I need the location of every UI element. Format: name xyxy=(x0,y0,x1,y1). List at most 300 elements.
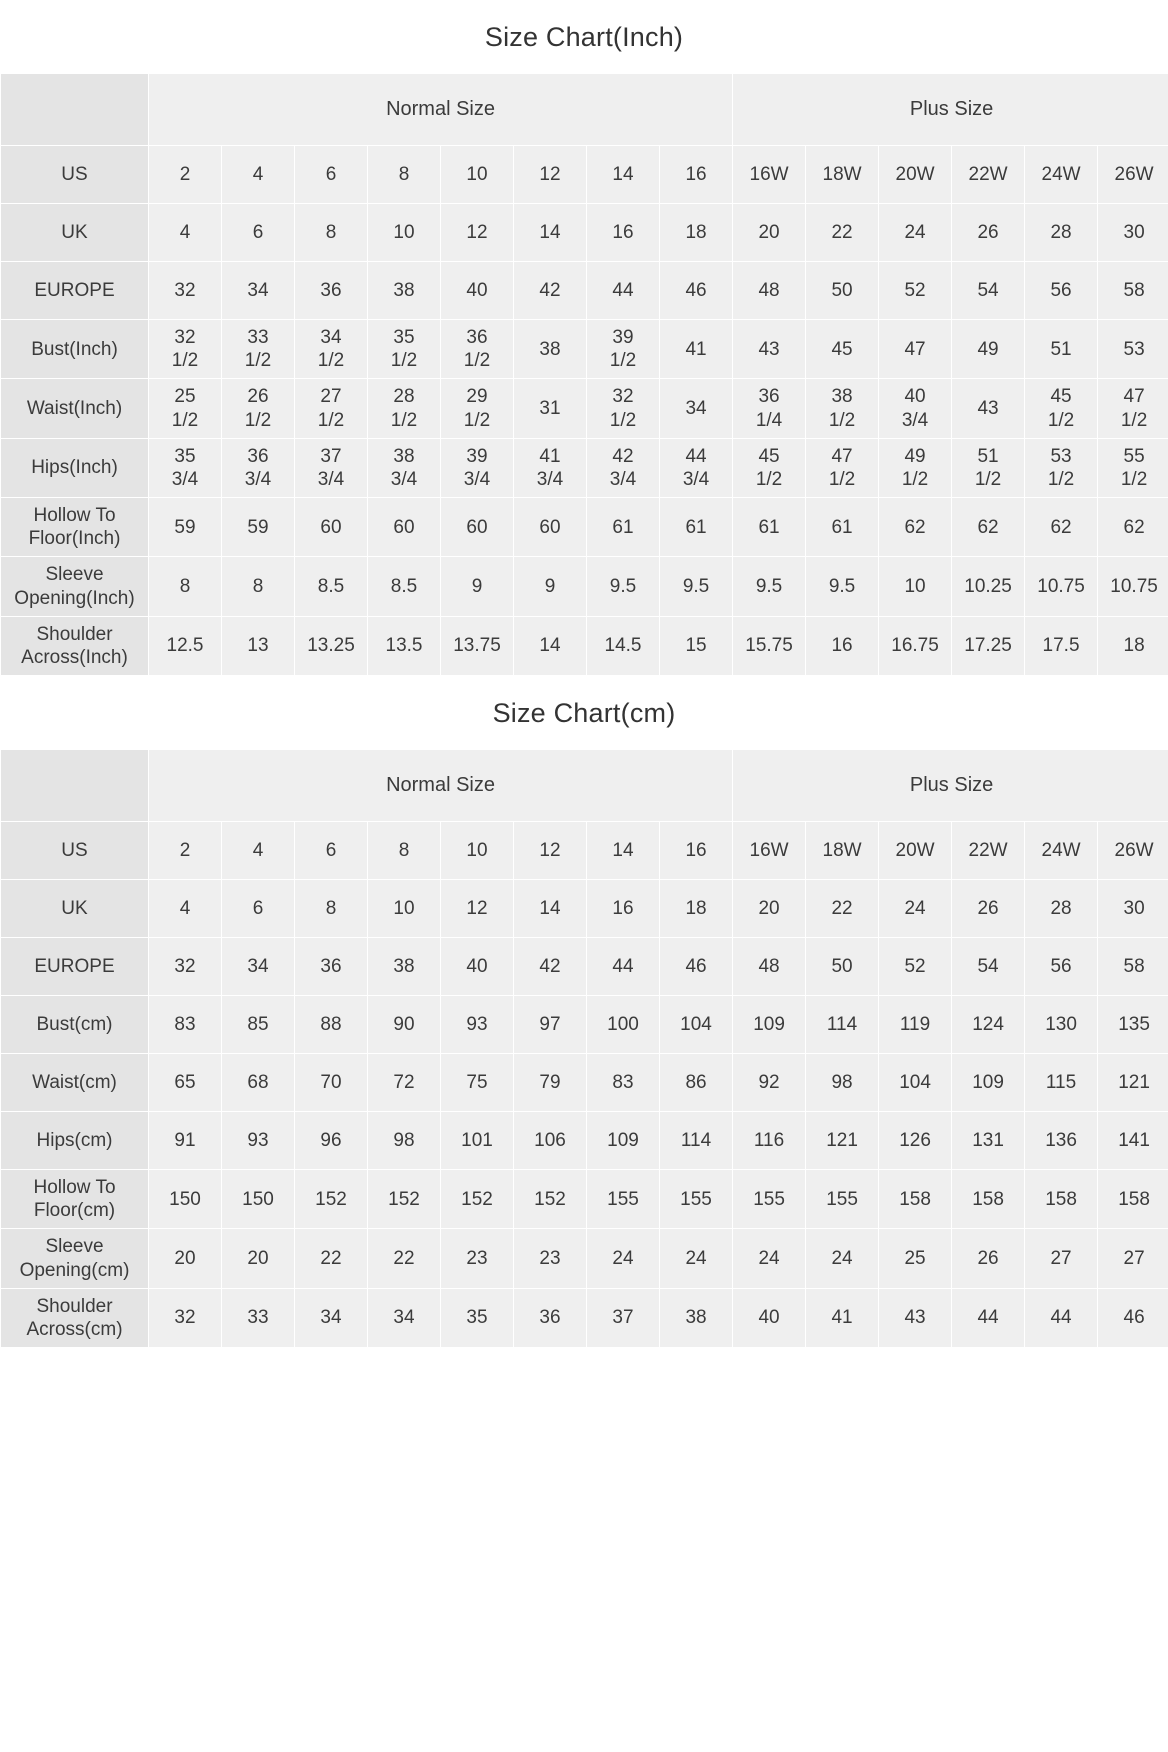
table-cell: 17.5 xyxy=(1025,616,1098,675)
table-cell: 13 xyxy=(222,616,295,675)
table-cell: 9.5 xyxy=(660,557,733,616)
table-cell: 88 xyxy=(295,996,368,1054)
table-cell: 130 xyxy=(1025,996,1098,1054)
table-row xyxy=(1,996,1168,1054)
table-cell: 20 xyxy=(733,204,806,262)
table-row xyxy=(1,822,1168,880)
table-cell: 8 xyxy=(368,822,441,880)
table-cell: 93 xyxy=(222,1112,295,1170)
table-cell: 16 xyxy=(660,822,733,880)
table-cell: 16 xyxy=(587,204,660,262)
table-cell: 60 xyxy=(295,498,368,557)
table-cell: 26W xyxy=(1098,822,1168,880)
table-row xyxy=(1,938,1168,996)
table-cell: 155 xyxy=(587,1170,660,1229)
table-cell: 65 xyxy=(149,1054,222,1112)
table-row xyxy=(1,379,1168,438)
table-cell: 40 xyxy=(733,1288,806,1347)
table-cell: 24 xyxy=(806,1229,879,1288)
table-cell: 45 xyxy=(806,320,879,379)
table-cell: 48 xyxy=(733,262,806,320)
table-cell: 25 xyxy=(879,1229,952,1288)
table-cell: 35 xyxy=(441,1288,514,1347)
chart-title: Size Chart(Inch) xyxy=(484,22,684,52)
table-cell: 96 xyxy=(295,1112,368,1170)
table-cell: 62 xyxy=(1098,498,1168,557)
table-cell: 26W xyxy=(1098,146,1168,204)
table-cell: 36 xyxy=(514,1288,587,1347)
table-cell: 13.25 xyxy=(295,616,368,675)
table-cell: 14.5 xyxy=(587,616,660,675)
table-cell: 27 xyxy=(1098,1229,1168,1288)
table-group-header: Normal Size xyxy=(149,750,733,822)
table-group-row xyxy=(1,74,1168,146)
table-cell: 50 xyxy=(806,938,879,996)
table-cell: 23 xyxy=(441,1229,514,1288)
table-cell: 58 xyxy=(1098,938,1168,996)
table-cell: 10 xyxy=(368,880,441,938)
table-cell: 14 xyxy=(587,822,660,880)
table-cell: 104 xyxy=(660,996,733,1054)
table-cell: 24 xyxy=(660,1229,733,1288)
table-cell: 28 xyxy=(1025,204,1098,262)
table-cell: 60 xyxy=(441,498,514,557)
table-cell: 46 xyxy=(1098,1288,1168,1347)
table-cell: 26 xyxy=(952,1229,1025,1288)
table-cell: 17.25 xyxy=(952,616,1025,675)
table-row-header: Waist(Inch) xyxy=(1,379,149,438)
table-cell: 12 xyxy=(514,146,587,204)
table-cell: 131 xyxy=(952,1112,1025,1170)
table-cell: 56 xyxy=(1025,262,1098,320)
table-cell: 23 xyxy=(514,1229,587,1288)
table-cell: 9 xyxy=(441,557,514,616)
table-cell: 49 xyxy=(952,320,1025,379)
table-cell: 114 xyxy=(660,1112,733,1170)
table-cell: 38 1/2 xyxy=(806,379,879,438)
table-cell: 24 xyxy=(733,1229,806,1288)
table-cell: 93 xyxy=(441,996,514,1054)
table-cell: 10 xyxy=(441,146,514,204)
table-cell: 18 xyxy=(660,880,733,938)
table-cell: 16 xyxy=(806,616,879,675)
table-cell: 115 xyxy=(1025,1054,1098,1112)
table-cell: 16 xyxy=(587,880,660,938)
table-cell: 53 xyxy=(1098,320,1168,379)
table-cell: 22 xyxy=(295,1229,368,1288)
table-cell: 8 xyxy=(295,204,368,262)
table-group-header: Plus Size xyxy=(733,74,1168,146)
table-cell: 61 xyxy=(806,498,879,557)
table-cell: 22 xyxy=(806,880,879,938)
table-cell: 6 xyxy=(222,880,295,938)
table-cell: 2 xyxy=(149,822,222,880)
table-cell: 36 xyxy=(295,262,368,320)
table-cell: 60 xyxy=(514,498,587,557)
table-cell: 55 1/2 xyxy=(1098,438,1168,497)
table-cell: 109 xyxy=(587,1112,660,1170)
table-cell: 35 1/2 xyxy=(368,320,441,379)
table-cell: 29 1/2 xyxy=(441,379,514,438)
table-cell: 15 xyxy=(660,616,733,675)
table-cell: 51 1/2 xyxy=(952,438,1025,497)
table-cell: 85 xyxy=(222,996,295,1054)
table-cell: 34 xyxy=(368,1288,441,1347)
table-cell: 58 xyxy=(1098,262,1168,320)
chart-title: Size Chart(cm) xyxy=(492,698,676,729)
table-cell: 38 xyxy=(368,938,441,996)
table-cell: 44 xyxy=(587,938,660,996)
table-cell: 34 xyxy=(295,1288,368,1347)
table-cell: 45 1/2 xyxy=(733,438,806,497)
table-cell: 48 xyxy=(733,938,806,996)
size-chart-table xyxy=(0,749,1168,1348)
table-row-header: UK xyxy=(1,204,149,262)
table-cell: 13.75 xyxy=(441,616,514,675)
table-cell: 155 xyxy=(733,1170,806,1229)
table-cell: 8.5 xyxy=(368,557,441,616)
table-cell: 14 xyxy=(514,616,587,675)
table-group-header: Normal Size xyxy=(149,74,733,146)
table-cell: 32 1/2 xyxy=(149,320,222,379)
table-row xyxy=(1,146,1168,204)
table-cell: 83 xyxy=(587,1054,660,1112)
table-cell: 158 xyxy=(1025,1170,1098,1229)
table-cell: 22W xyxy=(952,146,1025,204)
table-cell: 16W xyxy=(733,146,806,204)
table-cell: 10.75 xyxy=(1025,557,1098,616)
table-cell: 45 1/2 xyxy=(1025,379,1098,438)
table-cell: 37 3/4 xyxy=(295,438,368,497)
table-cell: 24W xyxy=(1025,146,1098,204)
table-cell: 35 3/4 xyxy=(149,438,222,497)
table-cell: 126 xyxy=(879,1112,952,1170)
table-cell: 6 xyxy=(222,204,295,262)
table-cell: 114 xyxy=(806,996,879,1054)
table-cell: 39 1/2 xyxy=(587,320,660,379)
table-cell: 38 3/4 xyxy=(368,438,441,497)
table-cell: 92 xyxy=(733,1054,806,1112)
table-cell: 152 xyxy=(295,1170,368,1229)
table-cell: 33 1/2 xyxy=(222,320,295,379)
table-cell: 6 xyxy=(295,146,368,204)
table-cell: 34 xyxy=(222,262,295,320)
table-cell: 136 xyxy=(1025,1112,1098,1170)
table-cell: 43 xyxy=(733,320,806,379)
table-cell: 53 1/2 xyxy=(1025,438,1098,497)
table-cell: 40 3/4 xyxy=(879,379,952,438)
table-cell: 41 xyxy=(806,1288,879,1347)
table-cell: 47 1/2 xyxy=(806,438,879,497)
table-row-header: Hips(Inch) xyxy=(1,438,149,497)
table-row-header: Hollow To Floor(Inch) xyxy=(1,498,149,557)
table-cell: 41 xyxy=(660,320,733,379)
table-cell: 44 3/4 xyxy=(660,438,733,497)
table-cell: 121 xyxy=(806,1112,879,1170)
table-cell: 36 xyxy=(295,938,368,996)
table-cell: 34 xyxy=(660,379,733,438)
table-cell: 86 xyxy=(660,1054,733,1112)
table-cell: 20W xyxy=(879,822,952,880)
table-cell: 41 3/4 xyxy=(514,438,587,497)
table-cell: 42 xyxy=(514,938,587,996)
table-row-header: Waist(cm) xyxy=(1,1054,149,1112)
table-cell: 44 xyxy=(952,1288,1025,1347)
table-cell: 60 xyxy=(368,498,441,557)
table-cell: 98 xyxy=(368,1112,441,1170)
table-cell: 33 xyxy=(222,1288,295,1347)
table-cell: 36 1/4 xyxy=(733,379,806,438)
table-cell: 27 xyxy=(1025,1229,1098,1288)
table-cell: 30 xyxy=(1098,204,1168,262)
table-cell: 109 xyxy=(733,996,806,1054)
table-cell: 43 xyxy=(952,379,1025,438)
table-cell: 61 xyxy=(733,498,806,557)
table-cell: 141 xyxy=(1098,1112,1168,1170)
table-corner-cell xyxy=(1,74,149,146)
table-cell: 44 xyxy=(1025,1288,1098,1347)
table-row xyxy=(1,498,1168,557)
table-cell: 22 xyxy=(806,204,879,262)
table-cell: 116 xyxy=(733,1112,806,1170)
table-cell: 61 xyxy=(587,498,660,557)
table-cell: 10 xyxy=(368,204,441,262)
table-cell: 28 1/2 xyxy=(368,379,441,438)
table-cell: 12 xyxy=(514,822,587,880)
table-cell: 79 xyxy=(514,1054,587,1112)
table-cell: 9.5 xyxy=(587,557,660,616)
table-cell: 124 xyxy=(952,996,1025,1054)
table-cell: 83 xyxy=(149,996,222,1054)
table-cell: 158 xyxy=(952,1170,1025,1229)
table-cell: 150 xyxy=(149,1170,222,1229)
table-row-header: Bust(cm) xyxy=(1,996,149,1054)
table-row xyxy=(1,1170,1168,1229)
table-row xyxy=(1,438,1168,497)
table-cell: 36 1/2 xyxy=(441,320,514,379)
table-cell: 32 xyxy=(149,938,222,996)
table-cell: 26 xyxy=(952,880,1025,938)
table-cell: 8 xyxy=(222,557,295,616)
table-cell: 20W xyxy=(879,146,952,204)
table-cell: 101 xyxy=(441,1112,514,1170)
table-row xyxy=(1,1054,1168,1112)
table-cell: 62 xyxy=(1025,498,1098,557)
table-row-header: Sleeve Opening(Inch) xyxy=(1,557,149,616)
table-cell: 10.25 xyxy=(952,557,1025,616)
table-group-row xyxy=(1,750,1168,822)
table-cell: 12 xyxy=(441,880,514,938)
table-row-header: US xyxy=(1,146,149,204)
table-cell: 14 xyxy=(514,204,587,262)
table-cell: 42 3/4 xyxy=(587,438,660,497)
table-cell: 50 xyxy=(806,262,879,320)
table-cell: 22W xyxy=(952,822,1025,880)
table-cell: 24 xyxy=(879,880,952,938)
table-cell: 28 xyxy=(1025,880,1098,938)
table-cell: 121 xyxy=(1098,1054,1168,1112)
table-cell: 15.75 xyxy=(733,616,806,675)
table-cell: 4 xyxy=(222,146,295,204)
table-cell: 62 xyxy=(879,498,952,557)
table-cell: 152 xyxy=(441,1170,514,1229)
table-cell: 155 xyxy=(660,1170,733,1229)
table-cell: 34 xyxy=(222,938,295,996)
table-cell: 12.5 xyxy=(149,616,222,675)
table-cell: 27 1/2 xyxy=(295,379,368,438)
table-cell: 10.75 xyxy=(1098,557,1168,616)
table-cell: 32 xyxy=(149,262,222,320)
table-cell: 12 xyxy=(441,204,514,262)
table-group-header: Plus Size xyxy=(733,750,1168,822)
table-row xyxy=(1,320,1168,379)
table-cell: 51 xyxy=(1025,320,1098,379)
table-row-header: Hollow To Floor(cm) xyxy=(1,1170,149,1229)
table-cell: 22 xyxy=(368,1229,441,1288)
table-cell: 26 1/2 xyxy=(222,379,295,438)
table-cell: 91 xyxy=(149,1112,222,1170)
table-cell: 18W xyxy=(806,146,879,204)
table-cell: 13.5 xyxy=(368,616,441,675)
table-cell: 104 xyxy=(879,1054,952,1112)
table-cell: 9 xyxy=(514,557,587,616)
table-row-header: Bust(Inch) xyxy=(1,320,149,379)
table-cell: 20 xyxy=(733,880,806,938)
table-row xyxy=(1,1288,1168,1347)
table-cell: 34 1/2 xyxy=(295,320,368,379)
table-cell: 54 xyxy=(952,262,1025,320)
table-row-header: Hips(cm) xyxy=(1,1112,149,1170)
table-row-header: Shoulder Across(cm) xyxy=(1,1288,149,1347)
table-row xyxy=(1,1229,1168,1288)
table-cell: 54 xyxy=(952,938,1025,996)
table-cell: 36 3/4 xyxy=(222,438,295,497)
table-cell: 46 xyxy=(660,262,733,320)
table-cell: 16.75 xyxy=(879,616,952,675)
table-cell: 40 xyxy=(441,938,514,996)
table-row-header: EUROPE xyxy=(1,262,149,320)
table-cell: 155 xyxy=(806,1170,879,1229)
table-cell: 90 xyxy=(368,996,441,1054)
table-cell: 38 xyxy=(368,262,441,320)
table-cell: 61 xyxy=(660,498,733,557)
table-row-header: US xyxy=(1,822,149,880)
table-cell: 49 1/2 xyxy=(879,438,952,497)
table-cell: 75 xyxy=(441,1054,514,1112)
table-row xyxy=(1,616,1168,675)
table-cell: 10 xyxy=(441,822,514,880)
table-cell: 97 xyxy=(514,996,587,1054)
table-cell: 31 xyxy=(514,379,587,438)
table-cell: 32 1/2 xyxy=(587,379,660,438)
table-cell: 135 xyxy=(1098,996,1168,1054)
table-cell: 24 xyxy=(879,204,952,262)
table-cell: 18 xyxy=(1098,616,1168,675)
table-cell: 158 xyxy=(879,1170,952,1229)
table-cell: 4 xyxy=(149,204,222,262)
table-cell: 52 xyxy=(879,938,952,996)
table-cell: 46 xyxy=(660,938,733,996)
table-cell: 16W xyxy=(733,822,806,880)
table-cell: 68 xyxy=(222,1054,295,1112)
table-cell: 37 xyxy=(587,1288,660,1347)
table-cell: 25 1/2 xyxy=(149,379,222,438)
table-cell: 59 xyxy=(149,498,222,557)
table-corner-cell xyxy=(1,750,149,822)
table-cell: 26 xyxy=(952,204,1025,262)
table-cell: 44 xyxy=(587,262,660,320)
table-cell: 6 xyxy=(295,822,368,880)
table-cell: 38 xyxy=(514,320,587,379)
table-cell: 9.5 xyxy=(806,557,879,616)
table-row-header: Shoulder Across(Inch) xyxy=(1,616,149,675)
table-row-header: UK xyxy=(1,880,149,938)
table-cell: 98 xyxy=(806,1054,879,1112)
table-cell: 30 xyxy=(1098,880,1168,938)
table-cell: 39 3/4 xyxy=(441,438,514,497)
table-cell: 24 xyxy=(587,1229,660,1288)
size-chart-table xyxy=(0,73,1168,676)
table-row-header: Sleeve Opening(cm) xyxy=(1,1229,149,1288)
table-cell: 119 xyxy=(879,996,952,1054)
table-cell: 158 xyxy=(1098,1170,1168,1229)
table-cell: 4 xyxy=(149,880,222,938)
table-cell: 8 xyxy=(295,880,368,938)
table-row-header: EUROPE xyxy=(1,938,149,996)
table-cell: 8.5 xyxy=(295,557,368,616)
table-cell: 152 xyxy=(514,1170,587,1229)
table-cell: 47 1/2 xyxy=(1098,379,1168,438)
table-cell: 47 xyxy=(879,320,952,379)
table-cell: 152 xyxy=(368,1170,441,1229)
table-cell: 100 xyxy=(587,996,660,1054)
table-row xyxy=(1,262,1168,320)
table-cell: 9.5 xyxy=(733,557,806,616)
table-cell: 18W xyxy=(806,822,879,880)
table-cell: 24W xyxy=(1025,822,1098,880)
table-cell: 56 xyxy=(1025,938,1098,996)
table-cell: 10 xyxy=(879,557,952,616)
table-cell: 14 xyxy=(587,146,660,204)
table-cell: 4 xyxy=(222,822,295,880)
table-cell: 52 xyxy=(879,262,952,320)
table-cell: 106 xyxy=(514,1112,587,1170)
table-cell: 20 xyxy=(149,1229,222,1288)
table-cell: 8 xyxy=(149,557,222,616)
table-cell: 59 xyxy=(222,498,295,557)
table-row xyxy=(1,204,1168,262)
table-cell: 42 xyxy=(514,262,587,320)
table-row xyxy=(1,880,1168,938)
table-row xyxy=(1,557,1168,616)
table-cell: 72 xyxy=(368,1054,441,1112)
table-cell: 32 xyxy=(149,1288,222,1347)
table-cell: 70 xyxy=(295,1054,368,1112)
table-cell: 43 xyxy=(879,1288,952,1347)
table-cell: 16 xyxy=(660,146,733,204)
table-cell: 109 xyxy=(952,1054,1025,1112)
table-row xyxy=(1,1112,1168,1170)
table-cell: 2 xyxy=(149,146,222,204)
table-cell: 8 xyxy=(368,146,441,204)
table-cell: 38 xyxy=(660,1288,733,1347)
table-cell: 18 xyxy=(660,204,733,262)
table-cell: 20 xyxy=(222,1229,295,1288)
table-cell: 62 xyxy=(952,498,1025,557)
table-cell: 150 xyxy=(222,1170,295,1229)
table-cell: 40 xyxy=(441,262,514,320)
table-cell: 14 xyxy=(514,880,587,938)
